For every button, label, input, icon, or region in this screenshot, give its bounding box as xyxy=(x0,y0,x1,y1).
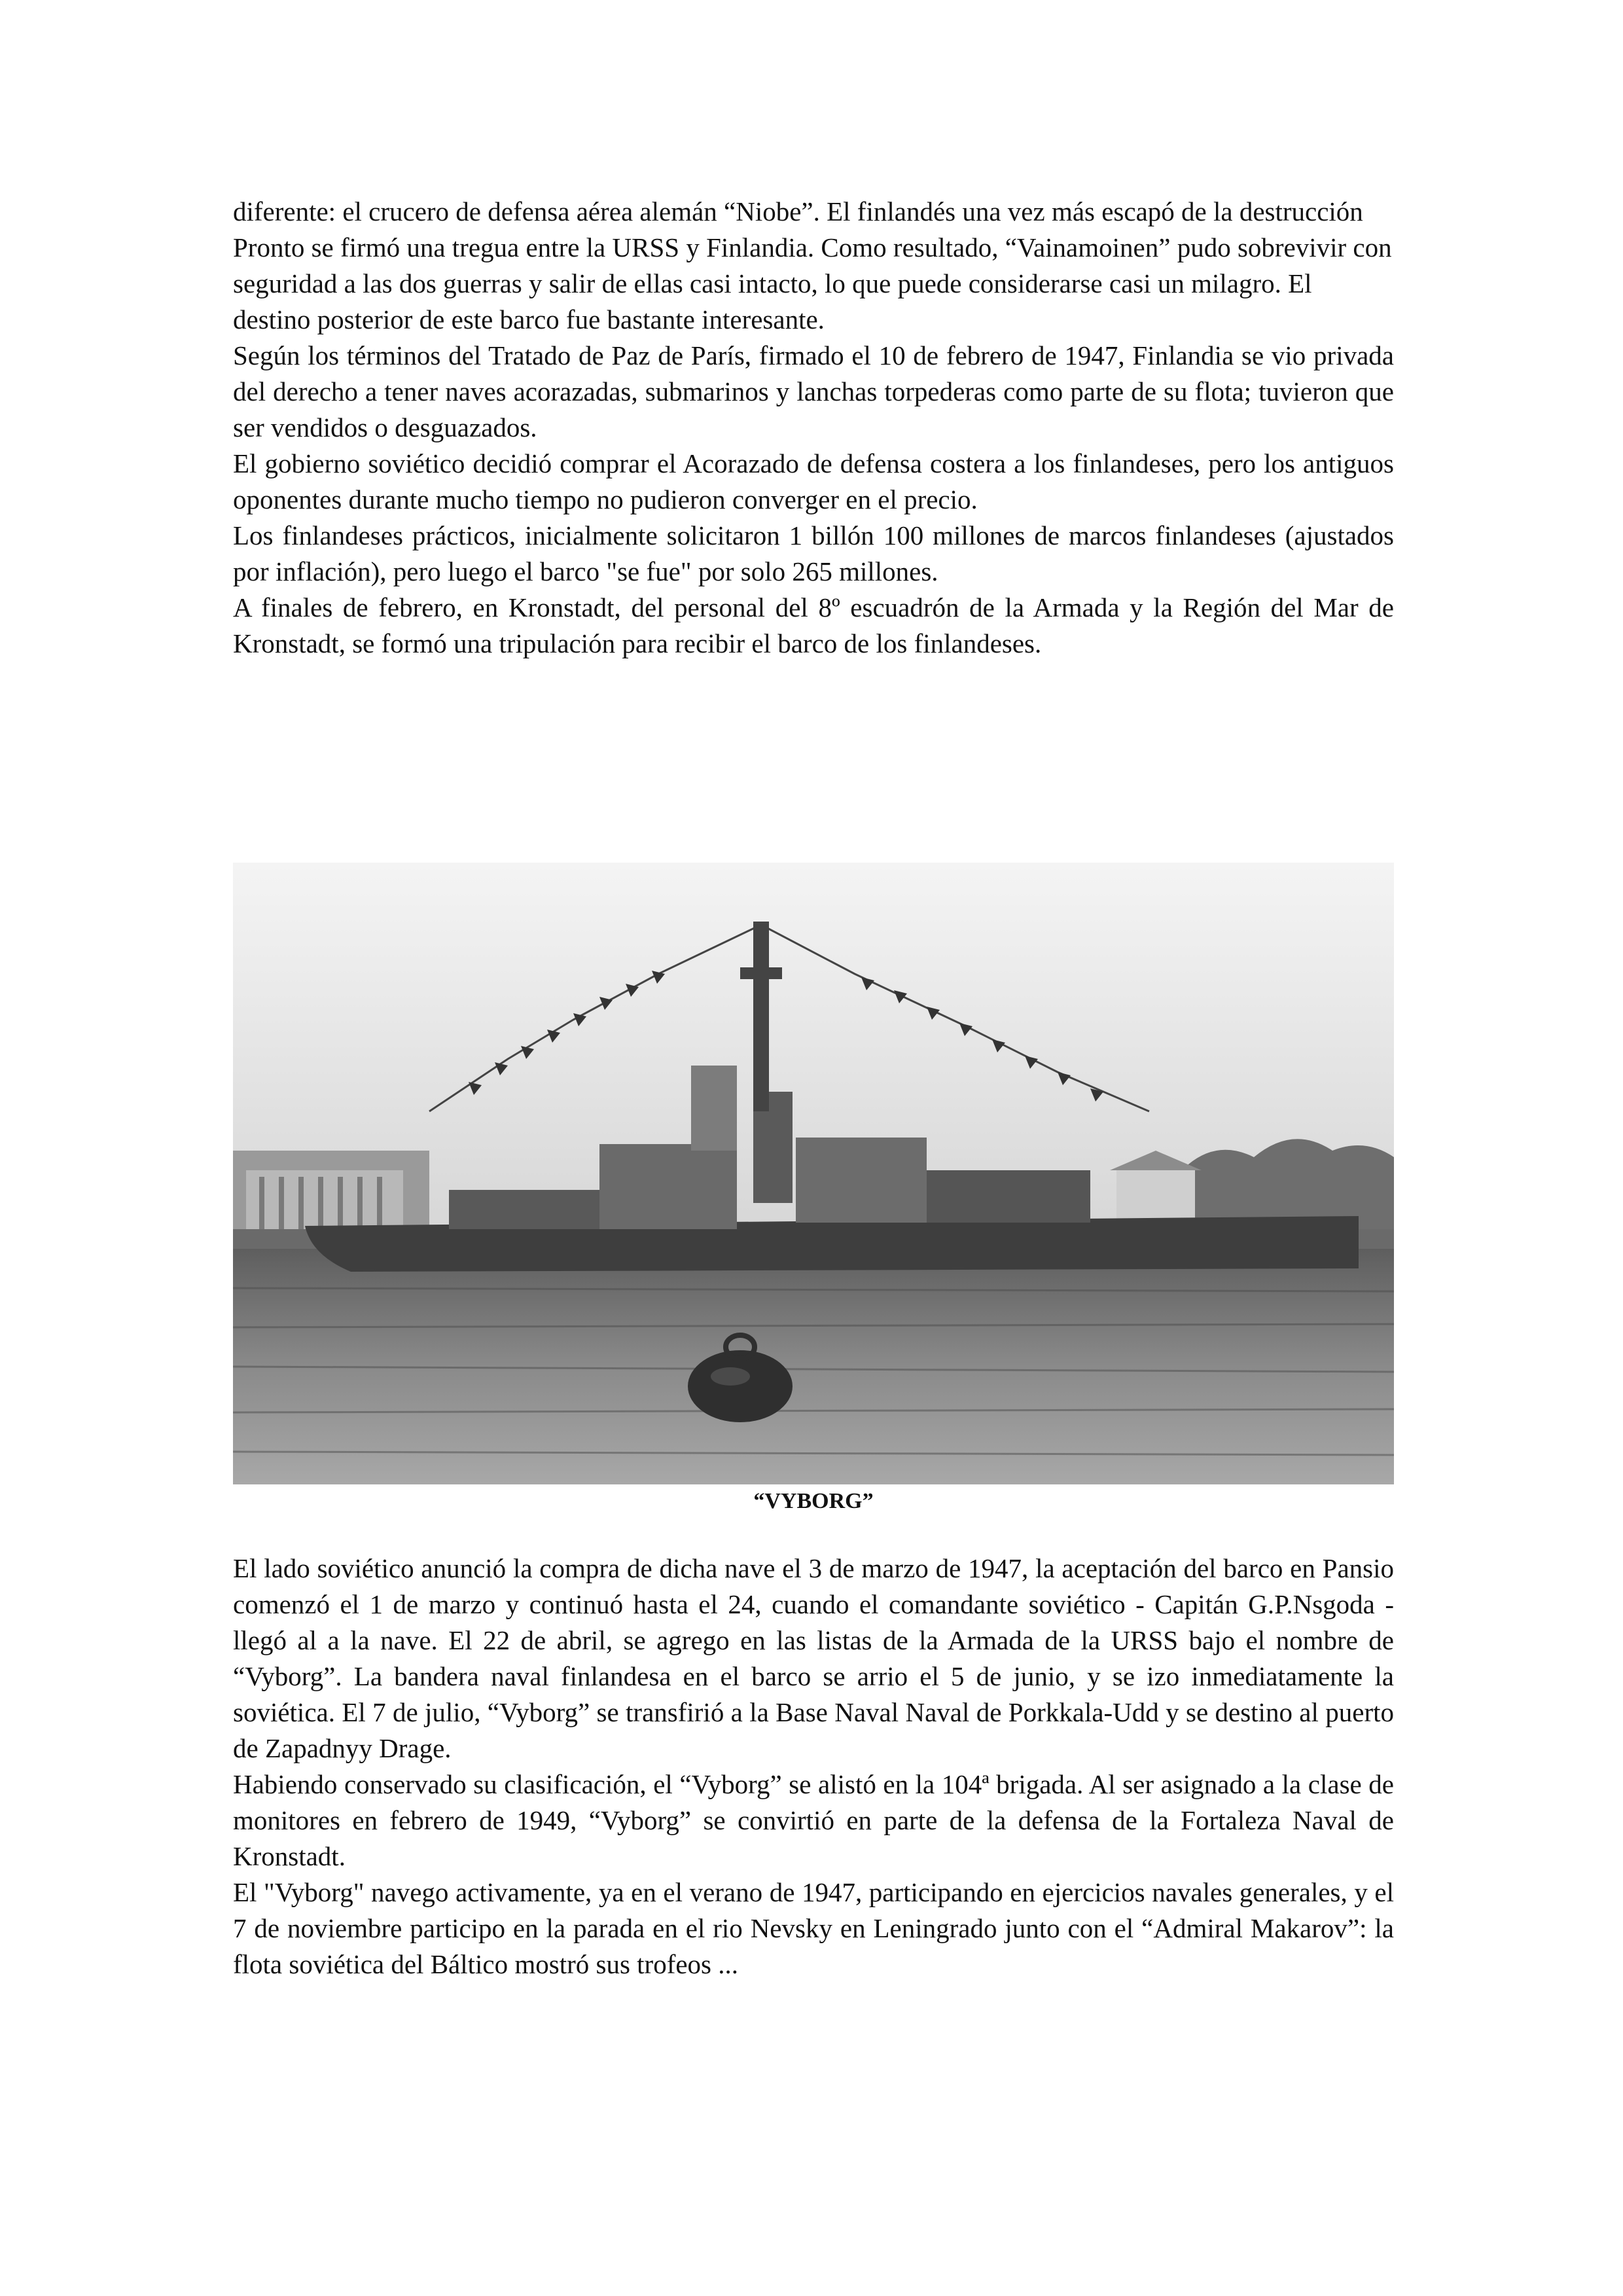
top-text-block xyxy=(233,194,1394,662)
paragraph-niobe: diferente: el crucero de defensa aérea alemán “Niobe”. El finlandés una vez más escapó de la destrucción xyxy=(233,196,1363,226)
paragraph-price: Los finlandeses prácticos, inicialmente solicitaron 1 billón 100 millones de marcos finlandeses (ajustados por inflación), pero luego el barco "se fue" por solo 265 millones. xyxy=(233,520,1394,586)
paragraph-classification: Habiendo conservado su clasificación, el “Vyborg” se alistó en la 104ª brigada. Al ser asignado a la clase de monitores en febrero de 1949, “Vyborg” se convirtió en parte de la defensa de la Fortaleza Naval de Kronstadt. xyxy=(233,1769,1394,1871)
photo-caption: “VYBORG” xyxy=(753,1489,874,1513)
bottom-text-block xyxy=(233,1551,1394,1982)
paragraph-crew: A finales de febrero, en Kronstadt, del personal del 8º escuadrón de la Armada y la Región del Mar de Kronstadt, se formó una tripulación para recibir el barco de los finlandeses. xyxy=(233,592,1394,658)
paragraph-paris-treaty: Según los términos del Tratado de Paz de París, firmado el 10 de febrero de 1947, Finlandia se vio privada del derecho a tener naves acorazadas, submarinos y lanchas torpederas como parte de su flota; tuvieron que ser vendidos o desguazados. xyxy=(233,340,1394,442)
paragraph-soviet-purchase: El gobierno soviético decidió comprar el Acorazado de defensa costera a los finlandeses, pero los antiguos oponentes durante mucho tiempo no pudieron converger en el precio. xyxy=(233,448,1394,514)
ship-photo xyxy=(233,863,1394,1484)
paragraph-acceptance: El lado soviético anunció la compra de dicha nave el 3 de marzo de 1947, la aceptación del barco en Pansio comenzó el 1 de marzo y continuó hasta el 24, cuando el comandante soviético - Capitán G.P.Nsgoda - llegó al a la nave. El 22 de abril, se agrego en las listas de la Armada de la URSS bajo el nombre de “Vyborg”. La bandera naval finlandesa en el barco se arrio el 5 de junio, y se izo inmediatamente la soviética. El 7 de julio, “Vyborg” se transfirió a la Base Naval Naval de Porkkala-Udd y se destino al puerto de Zapadnyy Drage. xyxy=(233,1553,1394,1763)
paragraph-truce: Pronto se firmó una tregua entre la URSS y Finlandia. Como resultado, “Vainamoinen” pudo sobrevivir con seguridad a las dos guerras y salir de ellas casi intacto, lo que puede considerarse casi un milagro. El destino posterior de este barco fue bastante interesante. xyxy=(233,232,1392,334)
paragraph-exercises: El "Vyborg" navego activamente, ya en el verano de 1947, participando en ejercicios navales generales, y el 7 de noviembre participo en la parada en el rio Nevsky en Leningrado junto con el “Admiral Makarov”: la flota soviética del Báltico mostró sus trofeos ... xyxy=(233,1877,1394,1979)
